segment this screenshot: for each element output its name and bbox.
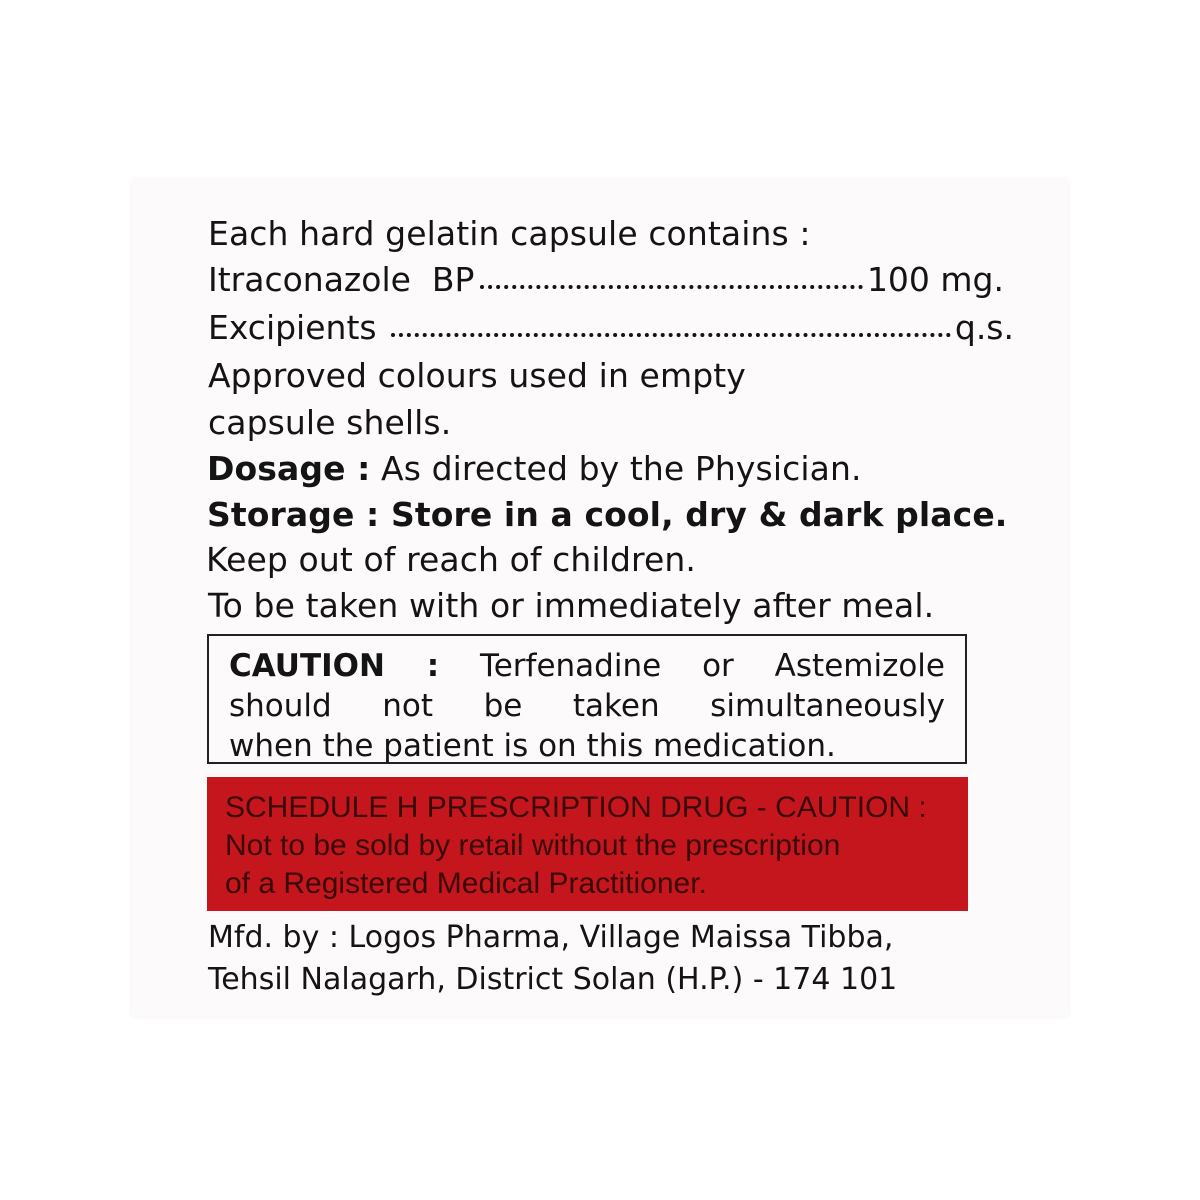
colours-line-2: capsule shells.: [208, 403, 452, 442]
excipients-name: Excipients: [208, 308, 377, 347]
storage-text: Store in a cool, dry & dark place.: [379, 495, 1008, 534]
dot-leader: [391, 333, 951, 337]
caution-line-1: CAUTION : Terfenadine or Astemizole: [229, 648, 945, 684]
caution-box: [207, 634, 967, 764]
composition-heading: Each hard gelatin capsule contains :: [208, 214, 811, 253]
storage-line: [207, 495, 1008, 534]
dosage-label: Dosage :: [207, 449, 371, 488]
manufacturer-line-2: Tehsil Nalagarh, District Solan (H.P.) - 174 101: [208, 962, 898, 997]
active-ingredient-amount: 100 mg.: [866, 260, 1004, 299]
excipients-row: [208, 308, 1014, 347]
caution-line-3: when the patient is on this medication.: [229, 728, 836, 764]
caution-label: CAUTION :: [229, 648, 440, 684]
active-ingredient-row: [208, 260, 1004, 299]
schedule-line-1: SCHEDULE H PRESCRIPTION DRUG - CAUTION :: [225, 791, 927, 824]
colours-line-1: Approved colours used in empty: [208, 356, 746, 395]
schedule-line-2: Not to be sold by retail without the prescription: [225, 829, 841, 862]
dot-leader: [480, 285, 863, 289]
schedule-h-warning: [207, 777, 968, 911]
meal-instruction: To be taken with or immediately after meal.: [208, 586, 935, 625]
dosage-text: As directed by the Physician.: [370, 449, 862, 488]
manufacturer-line-1: Mfd. by : Logos Pharma, Village Maissa Tibba,: [208, 920, 894, 955]
schedule-line-3: of a Registered Medical Practitioner.: [225, 867, 707, 900]
dosage-line: [207, 449, 862, 488]
excipients-amount: q.s.: [954, 308, 1014, 347]
storage-label: Storage :: [207, 495, 380, 534]
active-ingredient-name: Itraconazole BP: [208, 260, 475, 299]
caution-line-2: should not be taken simultaneously: [229, 688, 945, 724]
children-warning: Keep out of reach of children.: [206, 540, 696, 579]
